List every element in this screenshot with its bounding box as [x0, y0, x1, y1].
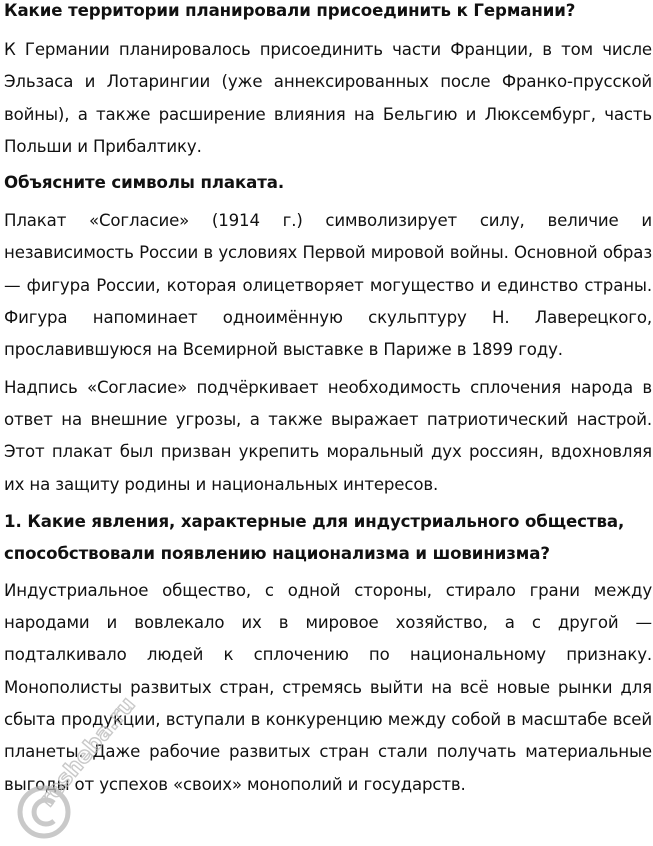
question-heading-nationalism: 1. Какие явления, характерные для индустриального общества, способствовали появлению национализма и шовинизма? — [4, 511, 625, 563]
question-heading-poster-symbols: Объясните символы плаката. — [4, 173, 285, 193]
copyright-c-icon — [34, 800, 54, 824]
answer-paragraph-nationalism: Индустриальное общество, с одной стороны, стирало грани между народами и вовлекало их в мировое хозяйство, а с другой — подталкивало людей к сплочению по национальному признаку. Монополисты развитых стран, стремясь выйти на всё новые рынки для сбыта продукции, вступали в конкуренцию между собой в масштабе всей планеты. Даже рабочие развитых стран стали получать материальные выгоды от успехов «своих» монополий и государств. — [4, 580, 652, 794]
answer-paragraph-poster-description: Плакат «Согласие» (1914 г.) символизирует силу, величие и независимость России в условиях Первой мировой войны. Основной образ — фигура России, которая олицетворяет могущество и единство страны. Фигура напоминает одноимённую скульптуру Н. Лаверецкого, прославившуюся на Всемирной выставке в Париже в 1899 году. — [4, 211, 652, 360]
answer-paragraph-territories: К Германии планировалось присоединить части Франции, в том числе Эльзаса и Лотарингии (уже аннексированных после Франко-прусской войны), а также расширение влияния на Бельгию и Люксембург, часть Польши и Прибалтику. — [4, 40, 652, 156]
answer-paragraph-poster-inscription: Надпись «Согласие» подчёркивает необходимость сплочения народа в ответ на внешние угрозы, а также выражает патриотический настрой. Этот плакат был призван укрепить моральный дух россиян, вдохновляя их на защиту родины и национальных интересов. — [4, 377, 652, 494]
document-page — [4, 0, 652, 801]
question-heading-territories: Какие территории планировали присоединить к Германии? — [4, 1, 576, 20]
watermark-text: resheba.ru — [34, 692, 141, 812]
